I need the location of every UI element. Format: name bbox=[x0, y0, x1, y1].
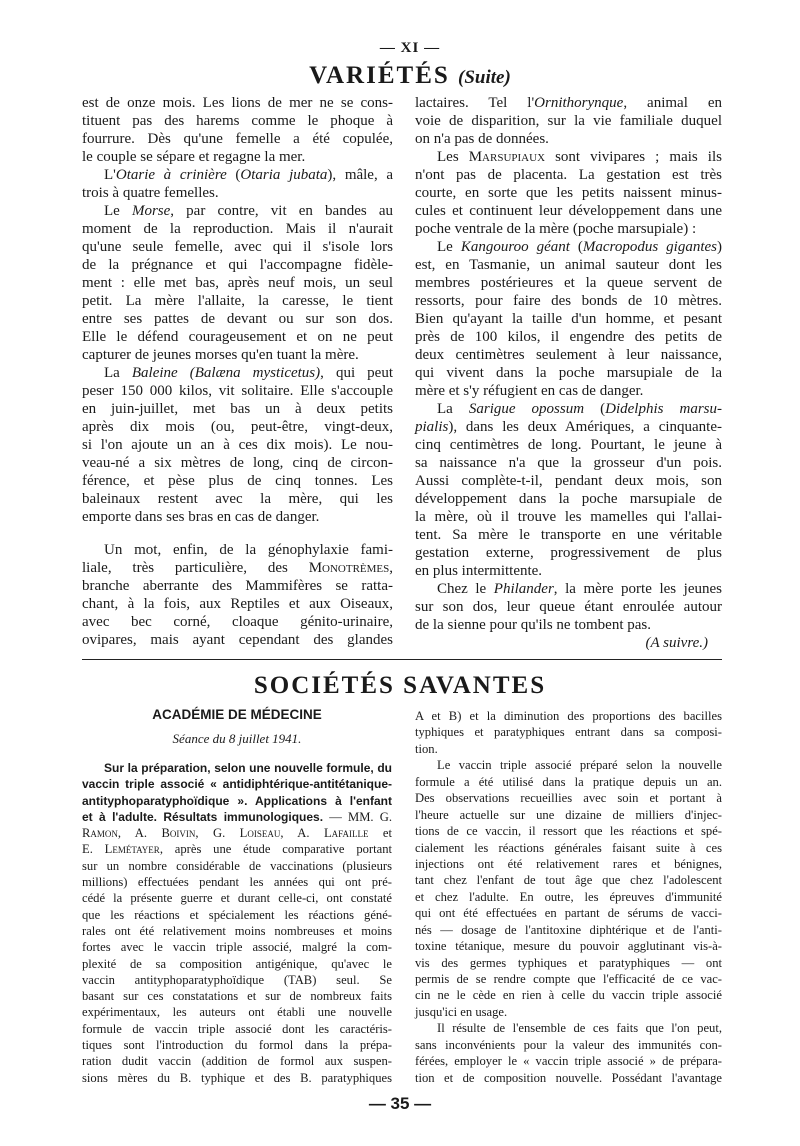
text-line bbox=[415, 1053, 722, 1069]
text: — MM. G. bbox=[323, 809, 393, 824]
text: est de onze mois. Les lions de mer ne se cons- bbox=[82, 95, 393, 111]
italic-text: (A suivre.) bbox=[645, 635, 708, 651]
text: veau-né a six mètres de long, cinq de circon- bbox=[82, 455, 393, 471]
text-line bbox=[82, 184, 393, 202]
text: tion et de composition nouvelle. Possédant l'avantage bbox=[415, 1070, 722, 1085]
text: sions mères du B. typhique et des B. paratyphiques bbox=[82, 1070, 392, 1085]
paragraph bbox=[82, 202, 393, 364]
text-line bbox=[82, 328, 393, 346]
italic-text: Kangouroo géant bbox=[460, 239, 570, 255]
text: emporte dans ses bras en cas de danger. bbox=[82, 509, 320, 525]
text: branche aberrante des Mammifères se ratta- bbox=[82, 578, 393, 594]
text: sa naissance n'a que la grosseur d'un pois. bbox=[415, 455, 722, 471]
text: de la prégnance et qui l'accompagne fidèle- bbox=[82, 257, 393, 273]
text-line bbox=[415, 310, 722, 328]
text-line bbox=[415, 94, 722, 112]
text: Un mot, enfin, de la génophylaxie fami- bbox=[104, 542, 393, 558]
text: Le bbox=[104, 203, 132, 219]
text: Les bbox=[437, 149, 469, 165]
text-line bbox=[82, 202, 393, 220]
text: permis de se rendre compte que l'efficacité de ce vac- bbox=[415, 972, 722, 986]
text: ( bbox=[569, 239, 583, 255]
text: Le vaccin triple associé préparé selon la nouvelle bbox=[437, 758, 722, 773]
text-line bbox=[415, 580, 722, 598]
text-line bbox=[82, 454, 393, 472]
text: férence, et pèse plus de cinq tonnes. Les bbox=[82, 473, 393, 489]
text-line bbox=[82, 1070, 392, 1086]
text-line bbox=[415, 872, 722, 888]
text-line bbox=[82, 907, 392, 923]
text: en plus intermittente. bbox=[415, 563, 543, 579]
text-line bbox=[415, 987, 722, 1003]
text-line bbox=[415, 905, 722, 921]
text: nés — dosage de l'antitoxine diphtérique et de l'anti- bbox=[415, 922, 722, 937]
paragraph bbox=[82, 760, 392, 1086]
text: Des observations recueillies avec soin et portant à bbox=[415, 791, 722, 806]
small-caps-text: Monotrèmes bbox=[308, 560, 390, 576]
text-line bbox=[82, 292, 393, 310]
column-bottom-right bbox=[415, 708, 722, 1086]
text: qui vivent dans la poche marsupiale de la bbox=[415, 365, 722, 381]
paragraph bbox=[415, 580, 722, 634]
text: tions de ce vaccin, il ressort que les réactions et spé- bbox=[415, 824, 722, 839]
text-line bbox=[415, 598, 722, 616]
text: cin ne le cède en rien à celle du vaccin triple associé bbox=[415, 988, 722, 1003]
text: rales ont été relativement moins nombreuses et moins bbox=[82, 923, 392, 938]
text-line bbox=[82, 274, 393, 292]
text: cialement les réactions générales faisant suite à ces bbox=[415, 840, 722, 855]
text-line bbox=[415, 256, 722, 274]
text: est, en Tasmanie, un animal sauteur dont les bbox=[415, 257, 722, 273]
text: en juin-juillet, met bas un à deux petits bbox=[82, 401, 393, 417]
italic-text: Morse bbox=[131, 203, 171, 219]
italic-text: Ornithorynque bbox=[534, 95, 624, 111]
section-divider bbox=[82, 659, 722, 660]
text: cules et continuent leur développement dans une bbox=[415, 203, 722, 219]
text: capturer de jeunes morses qu'en tuant la mère. bbox=[82, 347, 359, 363]
text: , qui peut bbox=[320, 365, 394, 381]
text-line bbox=[82, 166, 393, 184]
text-line bbox=[82, 400, 393, 418]
section-title-varietes bbox=[0, 62, 800, 90]
text: vis des germes typhiques et paratyphiques — ont bbox=[415, 955, 722, 970]
page-number: — 35 — bbox=[368, 1094, 432, 1113]
text-line bbox=[415, 724, 722, 740]
text: ment : elle met bas, après neuf mois, un seul bbox=[82, 275, 393, 291]
text-line bbox=[415, 774, 722, 790]
text-line bbox=[415, 508, 722, 526]
text-line bbox=[82, 956, 392, 972]
bold-text: Sur la préparation, selon une nouvelle formule, du bbox=[104, 761, 392, 775]
text-line bbox=[82, 436, 393, 454]
text-line bbox=[82, 793, 392, 809]
text-line bbox=[82, 874, 392, 890]
text: tent. Sa mère le transporte en une véritable bbox=[415, 527, 722, 543]
text: et bbox=[368, 826, 392, 841]
text-line bbox=[415, 1004, 722, 1020]
bold-text: et à l'adulte. Résultats immunologiques. bbox=[82, 809, 324, 824]
small-caps-text: Lafaille bbox=[323, 826, 369, 841]
text-line bbox=[82, 858, 392, 874]
text-line bbox=[415, 436, 722, 454]
text-line bbox=[82, 809, 392, 825]
text-line bbox=[415, 490, 722, 508]
italic-text: Philander bbox=[493, 581, 554, 597]
italic-text: Otaria jubata bbox=[240, 167, 328, 183]
column-bottom-left bbox=[82, 760, 392, 1086]
text: peser 150 000 kilos, vit solitaire. Elle s'accouple bbox=[82, 383, 393, 399]
text-line bbox=[415, 1070, 722, 1086]
paragraph bbox=[82, 541, 393, 649]
text: trois à quatre femelles. bbox=[82, 185, 219, 201]
subsection-heading: ACADÉMIE DE MÉDECINE bbox=[152, 707, 322, 722]
text-line bbox=[415, 634, 722, 652]
text-line bbox=[415, 823, 722, 839]
text: expérimentaux, les auteurs ont établi une nouvelle bbox=[82, 1005, 392, 1020]
column-top-left bbox=[82, 94, 393, 526]
text: , A. bbox=[117, 826, 162, 841]
text: développement dans la poche marsupiale de bbox=[415, 491, 722, 507]
text: de la sienne pour qu'ils ne tombent pas. bbox=[415, 617, 651, 633]
text-line bbox=[415, 292, 722, 310]
text: moment de la reproduction. Mais il n'aurait bbox=[82, 221, 393, 237]
text-line bbox=[82, 988, 392, 1004]
paragraph bbox=[415, 634, 722, 652]
text: millions) effectuées pendant les années qui ont pré- bbox=[82, 875, 392, 890]
text-line bbox=[415, 472, 722, 490]
text-line bbox=[415, 382, 722, 400]
text: sont vivipares ; mais ils bbox=[545, 149, 722, 165]
text: entre ses pattes de devant ou sur son dos. bbox=[82, 311, 393, 327]
text-line bbox=[415, 616, 722, 634]
small-caps-text: Lemétayer bbox=[104, 842, 160, 857]
text: lactaires. Tel l' bbox=[415, 95, 535, 111]
text: fourrure. Dès qu'une femelle a été copulée, bbox=[82, 131, 393, 147]
text-line bbox=[82, 256, 393, 274]
text: L' bbox=[104, 167, 116, 183]
text-line bbox=[82, 972, 392, 988]
text-line bbox=[82, 631, 393, 649]
text: sur son dos, leur queue étant enroulée autour bbox=[415, 599, 722, 615]
small-caps-text: Marsupiaux bbox=[468, 149, 546, 165]
text: La bbox=[104, 365, 132, 381]
text: si l'on ajoute un an à ces dix mois). Le nou- bbox=[82, 437, 393, 453]
text: tion. bbox=[415, 741, 438, 756]
text: ( bbox=[584, 401, 606, 417]
text: courte, en sorte que les petits naissent minus- bbox=[415, 185, 722, 201]
session-date: Séance du 8 juillet 1941. bbox=[172, 731, 302, 746]
text: Chez le bbox=[437, 581, 494, 597]
text-line bbox=[82, 238, 393, 256]
text: Elle le défend courageusement et on ne peut bbox=[82, 329, 393, 345]
text-line bbox=[415, 184, 722, 202]
text: près de 100 kilos, il engendre des petits de bbox=[415, 329, 722, 345]
text-line bbox=[415, 202, 722, 220]
paragraph bbox=[82, 94, 393, 166]
text-line bbox=[82, 890, 392, 906]
text-line bbox=[415, 454, 722, 472]
text: ( bbox=[226, 167, 241, 183]
text: sur un nombre considérable de vaccinations (plusieurs bbox=[82, 858, 392, 873]
folio-roman: — XI — bbox=[379, 40, 441, 56]
text-line bbox=[82, 841, 392, 857]
text: ration dudit vaccin (addition de formol aux suspen- bbox=[82, 1054, 392, 1069]
text: ) bbox=[717, 239, 722, 255]
paragraph bbox=[415, 238, 722, 400]
paragraph bbox=[415, 94, 722, 148]
text: Il résulte de l'ensemble de ces faits que l'on peut, bbox=[437, 1021, 722, 1036]
small-caps-text: Ramon bbox=[82, 826, 118, 841]
paragraph bbox=[415, 708, 722, 757]
text: que les réactions et spécialement les réactions géné- bbox=[82, 907, 392, 922]
italic-text: Didelphis marsu- bbox=[605, 401, 722, 417]
text: on n'a pas de données. bbox=[415, 131, 549, 147]
text-line bbox=[82, 595, 393, 613]
text-line bbox=[82, 923, 392, 939]
text-line bbox=[415, 274, 722, 292]
text: avec bec corné, cloaque génito-urinaire, bbox=[82, 614, 393, 630]
text-line bbox=[415, 544, 722, 562]
text: le couple se sépare et regagne la mer. bbox=[82, 149, 306, 165]
title-text: VARIÉTÉS bbox=[309, 62, 450, 89]
text: après dix mois (ou, peut-être, vingt-deux, bbox=[82, 419, 393, 435]
text-line bbox=[415, 807, 722, 823]
text: qu'une seule femelle, avec qui il s'isole lors bbox=[82, 239, 393, 255]
text: , après une étude comparative portant bbox=[159, 842, 392, 857]
text-line bbox=[415, 328, 722, 346]
text-line bbox=[82, 508, 393, 526]
text: petit. La mère l'allaite, la caresse, le tient bbox=[82, 293, 393, 309]
text-line bbox=[82, 776, 392, 792]
bold-text: antityphoparatyphoïdique ». Applications à l'enfant bbox=[82, 793, 392, 808]
paragraph bbox=[415, 757, 722, 1020]
text-line bbox=[82, 130, 393, 148]
text-line bbox=[82, 418, 393, 436]
text: , G. bbox=[195, 826, 240, 841]
text-line bbox=[82, 825, 392, 841]
text: , animal en bbox=[623, 95, 722, 111]
small-caps-text: Loiseau bbox=[239, 826, 281, 841]
text-line bbox=[82, 472, 393, 490]
text: typhiques et paratyphiques entrant dans sa composi- bbox=[415, 725, 722, 740]
text: Le bbox=[437, 239, 461, 255]
text: l'heure actuelle sur une dizaine de milliers d'injec- bbox=[415, 807, 722, 822]
text-line bbox=[82, 1021, 392, 1037]
text: la mère, où il trouve les mamelles qui l'allai- bbox=[415, 509, 722, 525]
text: formule a été utilisé dans la pratique depuis un an. bbox=[415, 774, 722, 789]
text-line bbox=[415, 790, 722, 806]
text-line bbox=[415, 856, 722, 872]
italic-text: Otarie à crinière bbox=[115, 167, 227, 183]
text-line bbox=[82, 939, 392, 955]
text-line bbox=[82, 148, 393, 166]
text: deux centimètres seulement à leur naissance, bbox=[415, 347, 722, 363]
text: poche ventrale de la mère (poche marsupiale) : bbox=[415, 221, 697, 237]
text: cédé la présente guerre et durant celle-ci, ont constaté bbox=[82, 891, 392, 906]
text-line bbox=[415, 418, 722, 436]
text: férées, employer le « vaccin triple associé » de prépara- bbox=[415, 1054, 722, 1069]
text: , bbox=[389, 560, 393, 576]
text: qui ont été effectuées en partant de sérums de vacci- bbox=[415, 906, 722, 921]
text: ), mâle, a bbox=[327, 167, 394, 183]
text: tant chez l'enfant de tout âge que chez l'adolescent bbox=[415, 873, 722, 888]
paragraph bbox=[82, 364, 393, 526]
text-line bbox=[415, 1020, 722, 1036]
text: Aussi complète-t-il, pendant deux mois, son bbox=[415, 473, 722, 489]
text-line bbox=[82, 760, 392, 776]
text-line bbox=[82, 382, 393, 400]
text: mère et s'y réfugient en cas de danger. bbox=[415, 383, 644, 399]
text: fortes avec le vaccin triple associé, malgré la com- bbox=[82, 940, 392, 955]
text-line bbox=[82, 1053, 392, 1069]
text: tiques sont l'introduction du formol dans la prépa- bbox=[82, 1038, 392, 1053]
text: Bien qu'ayant la taille d'un homme, et pesant bbox=[415, 311, 722, 327]
text-line bbox=[415, 526, 722, 544]
text-line bbox=[82, 490, 393, 508]
text: , la mère porte les jeunes bbox=[553, 581, 722, 597]
text: et chez l'adulte. En outre, les épreuves d'immunité bbox=[415, 889, 722, 904]
text: jusqu'ici en usage. bbox=[415, 1004, 508, 1019]
text-line bbox=[415, 364, 722, 382]
text: chant, à la fois, aux Reptiles et aux Oiseaux, bbox=[82, 596, 393, 612]
text-line bbox=[415, 922, 722, 938]
paragraph bbox=[415, 148, 722, 238]
text: cinq centimètres de long. Pourtant, le jeune à bbox=[415, 437, 722, 453]
text: basant sur ces constatations et sur de nombreux faits bbox=[82, 989, 392, 1004]
paragraph bbox=[415, 1020, 722, 1086]
text-line bbox=[415, 346, 722, 364]
text: plexité de sa composition antigénique, qu'avec le bbox=[82, 956, 392, 971]
paragraph bbox=[415, 400, 722, 580]
text: gestation externe, progressivement de plus bbox=[415, 545, 722, 561]
text: formule de vaccin triple associé dont les caractéris- bbox=[82, 1021, 392, 1036]
text-line bbox=[415, 148, 722, 166]
text-line bbox=[82, 364, 393, 382]
paragraph bbox=[82, 166, 393, 202]
text-line bbox=[415, 757, 722, 773]
text-line bbox=[415, 741, 722, 757]
text: , A. bbox=[280, 826, 324, 841]
italic-text: Baleine (Balæna mysticetus) bbox=[131, 365, 321, 381]
text-line bbox=[415, 889, 722, 905]
section-title-societes: SOCIÉTÉS SAVANTES bbox=[253, 672, 547, 699]
text-line bbox=[415, 238, 722, 256]
text-line bbox=[82, 112, 393, 130]
text: sans inconvénients pour la valeur des immunités con- bbox=[415, 1037, 722, 1052]
italic-text: pialis bbox=[415, 419, 449, 435]
text-line bbox=[415, 112, 722, 130]
column-top-left-continued bbox=[82, 541, 393, 649]
text: toxine tétanique, mesure du pouvoir agglutinant vis-à- bbox=[415, 939, 722, 954]
text: ressorts, pour faire des bonds de 10 mètres. bbox=[415, 293, 722, 309]
text: tituent pas des harems comme le phoque à bbox=[82, 113, 393, 129]
text: A et B) et la diminution des proportions des bacilles bbox=[415, 709, 722, 723]
text-line bbox=[415, 955, 722, 971]
text-line bbox=[415, 938, 722, 954]
text-line bbox=[82, 310, 393, 328]
text: injections ont été relativement rares et bénignes, bbox=[415, 856, 722, 871]
bold-text: vaccin triple associé « antidiphtérique-antitétanique- bbox=[82, 777, 392, 792]
text-line bbox=[415, 1037, 722, 1053]
text-line bbox=[82, 346, 393, 364]
text-line bbox=[82, 613, 393, 631]
text-line bbox=[415, 840, 722, 856]
text: La bbox=[437, 401, 469, 417]
text-line bbox=[82, 541, 393, 559]
text: membres postérieures et la queue servent de bbox=[415, 275, 722, 291]
text-line bbox=[415, 708, 722, 724]
column-top-right bbox=[415, 94, 722, 652]
text: vaccin antityphoparatyphoïdique (TAB) seul. Se bbox=[82, 972, 392, 987]
text-line bbox=[82, 577, 393, 595]
text-line bbox=[82, 220, 393, 238]
text: liale, très particulière, des bbox=[82, 560, 309, 576]
text: E. bbox=[82, 842, 105, 857]
text-line bbox=[82, 1037, 392, 1053]
text-line bbox=[415, 130, 722, 148]
italic-text: Macropodus gigantes bbox=[582, 239, 717, 255]
italic-text: Sarigue opossum bbox=[468, 401, 585, 417]
text-line bbox=[82, 94, 393, 112]
small-caps-text: Boivin bbox=[161, 826, 196, 841]
text: ovipares, mais ayant cependant des glandes bbox=[82, 632, 393, 648]
text: baleinaux restent avec la mère, qui les bbox=[82, 491, 393, 507]
text: , par contre, vit en bandes au bbox=[170, 203, 393, 219]
text-line bbox=[82, 559, 393, 577]
text-line bbox=[415, 166, 722, 184]
text-line bbox=[415, 400, 722, 418]
text: voie de disparition, sur la vie familiale duquel bbox=[415, 113, 722, 129]
text: n'ont pas de placenta. La gestation est très bbox=[415, 167, 722, 183]
text-line bbox=[415, 971, 722, 987]
title-suffix: (Suite) bbox=[458, 67, 511, 88]
text: ), dans les deux Amériques, a cinquante- bbox=[448, 419, 722, 435]
text-line bbox=[415, 220, 722, 238]
text-line bbox=[82, 1004, 392, 1020]
text-line bbox=[415, 562, 722, 580]
